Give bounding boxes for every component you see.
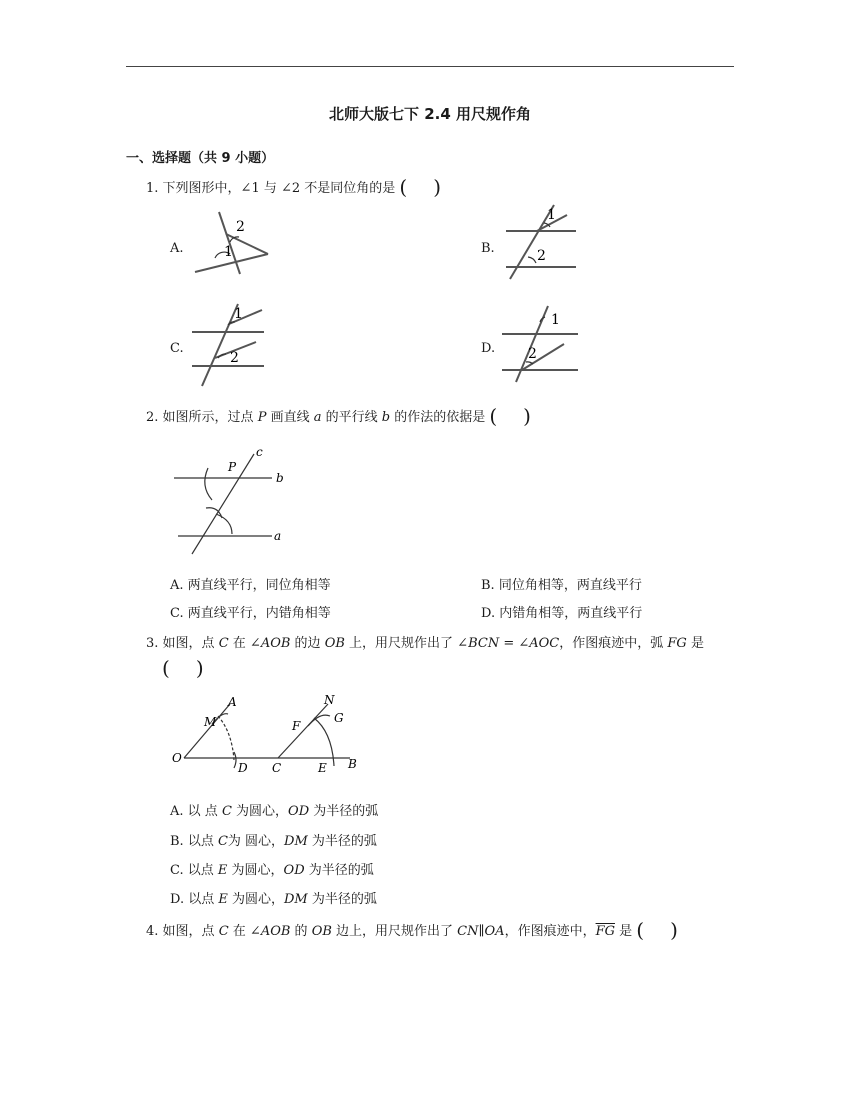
answer-paren-open: ( [399,175,408,199]
svg-text:2: 2 [537,248,546,264]
svg-text:2: 2 [230,350,239,366]
svg-text:A: A [228,695,237,709]
svg-text:E: E [318,761,327,775]
page-title: 北师大版七下 2.4 用尺规作角 [328,105,532,123]
svg-text:c: c [256,445,263,459]
question-number: 1. [146,181,159,196]
svg-text:2: 2 [236,219,245,235]
svg-text:D: D [238,761,248,775]
q1-option-a[interactable]: A. [170,241,184,256]
q3-figure [172,692,362,778]
svg-text:C: C [272,761,282,775]
question-text: 下列图形中，∠1 与 ∠2 不是同位角的是 [162,181,396,196]
answer-paren-close: ) [433,175,442,199]
svg-text:O: O [172,751,182,765]
q1-option-b-figure [502,203,582,281]
q2-option-b[interactable]: B. 同位角相等，两直线平行 [481,578,642,593]
q2-option-d[interactable]: D. 内错角相等，两直线平行 [481,606,643,621]
q3-option-d[interactable]: D. 以点 E 为圆心，DM 为半径的弧 [170,892,377,907]
question-1 [146,175,441,199]
question-3-answer-paren: ( ) [162,656,204,680]
q1-option-a-figure [192,210,272,276]
q3-option-c[interactable]: C. 以点 E 为圆心，OD 为半径的弧 [170,863,374,878]
q2-option-c[interactable]: C. 两直线平行，内错角相等 [170,606,331,621]
svg-text:M: M [204,715,217,729]
question-2: 2. 如图所示，过点 P 画直线 a 的平行线 b 的作法的依据是 ( ) [146,404,531,428]
q1-option-c[interactable]: C. [170,341,184,356]
svg-text:1: 1 [234,306,243,322]
svg-text:1: 1 [547,207,556,223]
question-4: 4. 如图，点 C 在 ∠AOB 的 OB 边上，用尺规作出了 CN∥OA，作图痕迹中，$\overline{FG}$ 是 ( ) [146,918,678,942]
svg-text:1: 1 [551,312,560,328]
svg-text:N: N [324,693,335,707]
q2-option-a[interactable]: A. 两直线平行，同位角相等 [170,578,331,593]
q1-option-d-figure [500,304,582,384]
header-rule [126,66,734,67]
section-heading: 一、选择题（共 9 小题） [126,151,275,166]
q1-option-d[interactable]: D. [481,341,496,356]
svg-text:P: P [228,460,237,474]
svg-text:B: B [348,757,357,771]
q3-option-a[interactable]: A. 以 点 C 为圆心，OD 为半径的弧 [170,804,379,819]
svg-text:1: 1 [224,244,233,260]
question-3: 3. 如图，点 C 在 ∠AOB 的边 OB 上，用尺规作出了 ∠BCN = ∠AOC，作图痕迹中，弧 FG 是 [146,636,704,651]
q1-option-c-figure [190,302,270,388]
svg-text:2: 2 [528,346,537,362]
svg-text:G: G [334,711,344,725]
q2-figure [172,444,292,556]
arc-fg: $\overline{FG}$ [595,924,615,939]
svg-text:a: a [274,529,282,543]
q1-option-b[interactable]: B. [481,241,495,256]
svg-text:F: F [292,719,301,733]
q3-option-b[interactable]: B. 以点 C为 圆心，DM 为半径的弧 [170,834,377,849]
svg-text:b: b [276,471,284,485]
